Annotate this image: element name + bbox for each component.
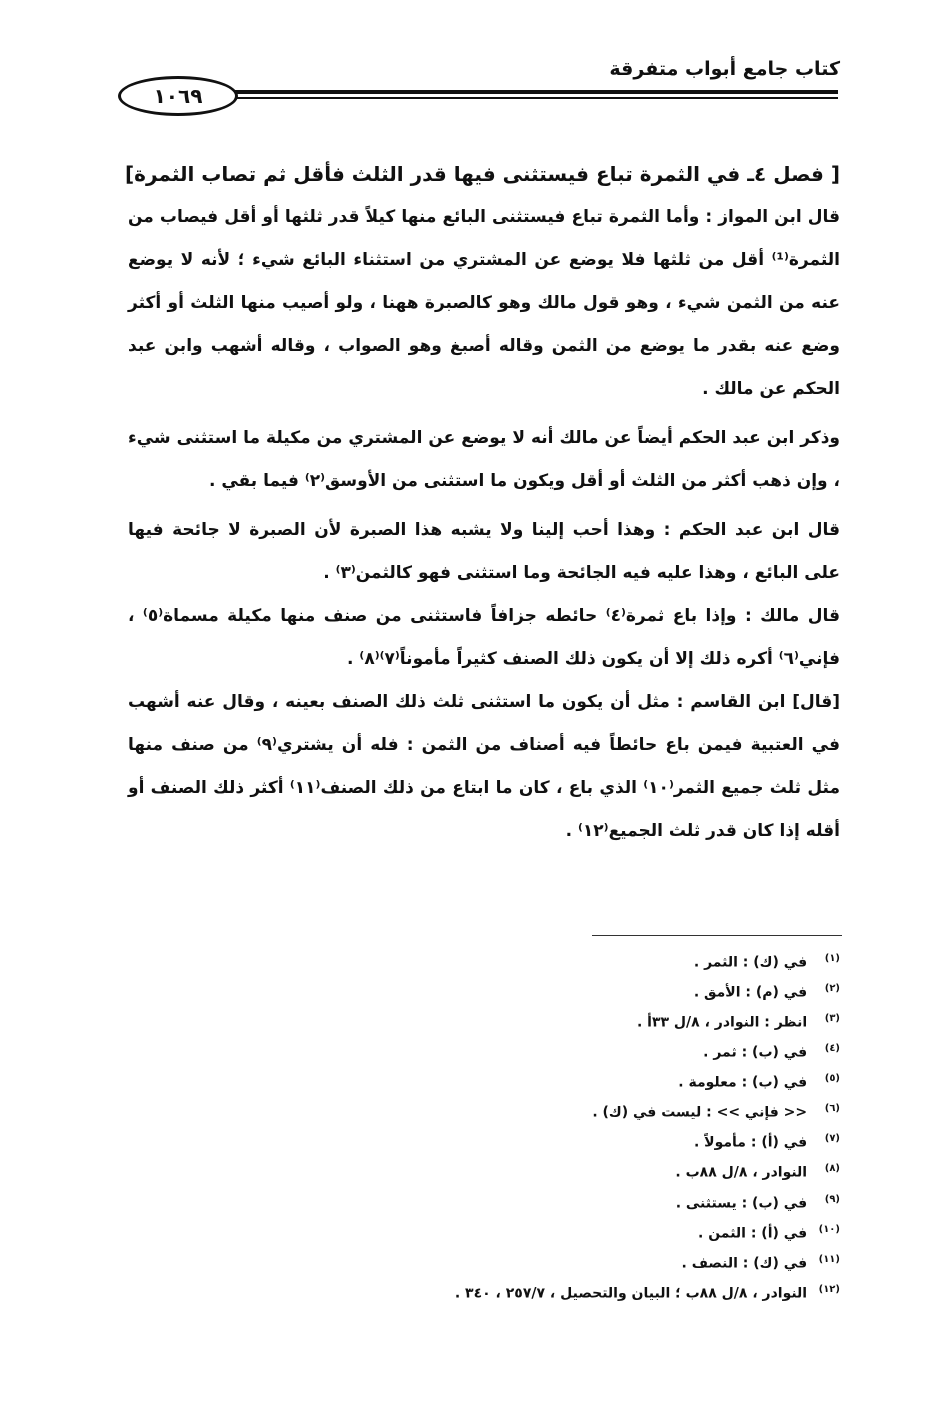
footnote-text: << فإني >> : ليست في (ك) . [592, 1104, 808, 1121]
footnote-number: (١) [824, 953, 840, 964]
page-number: ١٠٦٩ [153, 84, 203, 108]
footnote [280, 1036, 840, 1066]
page-number-oval [118, 76, 238, 116]
footnote-text: في (ب) : يستثنى . [675, 1195, 808, 1212]
footnote-number: (١٢) [818, 1283, 840, 1295]
paragraph: قال مالك : وإذا باع ثمرة⁽٤⁾ حائطه جزافاً فاستثنى من صنف منها مكيلة مسماة⁽٥⁾ ، فإني⁽٦⁾ أكره ذلك إلا أن يكون ذلك الصنف كثيراً مأموناً⁽٧⁾⁽٨⁾ . [128, 606, 841, 669]
footnote-number: (٣) [824, 1013, 840, 1025]
footnote [280, 1156, 840, 1186]
header-rule-thin [160, 97, 838, 99]
footnote-number: (٥) [824, 1073, 840, 1085]
footnote-text: في (أ) : الثمن . [698, 1225, 808, 1242]
footnote-text: في (ب) : ثمر . [703, 1044, 808, 1061]
section-heading: [ فصل ٤ـ في الثمرة تباع فيستثنى فيها قدر الثلث فأقل ثم تصاب الثمرة] [125, 162, 840, 186]
footnote-number: (١٠) [818, 1223, 840, 1235]
footnote [280, 1006, 840, 1036]
footnote-text: انظر : النوادر ، ٨/ل ٣٣أ . [636, 1014, 808, 1031]
footnote-text: في (ك) : النصف . [681, 1255, 808, 1272]
main-text [125, 152, 841, 853]
footnote-number: (٤) [824, 1043, 840, 1055]
footnote [280, 946, 840, 976]
paragraph: وذكر ابن عبد الحكم أيضاً عن مالك أنه لا يوضع عن المشتري من مكيلة ما استثنى شيء ، وإن ذهب أكثر من الثلث أو أقل ويكون ما استثنى من الأوسق⁽٢⁾ فيما بقي . [128, 428, 840, 491]
footnote-text: النوادر ، ٨/ل ٨٨ب ؛ البيان والتحصيل ، ٢٥٧/٧ ، ٣٤٠ . [454, 1285, 808, 1302]
footnote [280, 1066, 840, 1096]
footnote-text: في (ك) : الثمر . [693, 954, 808, 971]
footnote-text: النوادر ، ٨/ل ٨٨ب . [675, 1165, 808, 1182]
footnote-number: (١١) [818, 1253, 840, 1265]
paragraph: [قال] ابن القاسم : مثل أن يكون ما استثنى ثلث ذلك الصنف بعينه ، وقال عنه أشهب في العتبية فيمن باع حائطاً فيه أصناف من الثمن : فله أن يشتري⁽٩⁾ من صنف منها مثل ثلث جميع الثمر⁽١٠⁾ الذي باع ، كان ما ابتاع من ذلك الصنف⁽١١⁾ أكثر ذلك الصنف أو أقله إذا كان قدر ثلث الجميع⁽١٢⁾ . [128, 692, 840, 841]
footnote-number: (٢) [824, 983, 840, 995]
footnote [280, 1247, 840, 1277]
running-header-title: كتاب جامع أبواب متفرقة [609, 58, 840, 80]
footnote-text: في (أ) : مأمولاً . [693, 1135, 808, 1152]
footnote-text: في (ب) : معلومة . [678, 1074, 808, 1091]
paragraph: قال ابن عبد الحكم : وهذا أحب إلينا ولا يشبه هذا الصبرة لأن الصبرة لا جائحة فيها على البائع ، وهذا عليه فيه الجائحة وما استثنى فهو كالثمن⁽٣⁾ . [128, 520, 840, 583]
paragraph: قال ابن المواز : وأما الثمرة تباع فيستثنى البائع منها كيلاً قدر ثلثها أو أقل فيصاب من الثمرة⁽¹⁾ أقل من ثلثها فلا يوضع عن المشتري من استثناء البائع شيء ؛ لأنه لا يوضع عنه من الثمن شيء ، وهو قول مالك وهو كالصبرة ههنا ، ولو أصيب منها الثلث أو أكثر وضع عنه بقدر ما يوضع من الثمن وقاله أصبغ وهو الصواب ، وقاله أشهب وابن عبد الحكم عن مالك . [128, 207, 840, 399]
footnote-separator [592, 935, 842, 936]
footnotes-list [280, 946, 840, 1307]
footnote [280, 1126, 840, 1156]
footnote [280, 1187, 840, 1217]
footnote [280, 1277, 840, 1307]
header-rule [160, 90, 838, 94]
footnote-number: (٩) [824, 1193, 840, 1205]
footnote-number: (٦) [824, 1103, 840, 1115]
footnote-number: (٧) [824, 1133, 840, 1145]
footnote [280, 976, 840, 1006]
footnote-number: (٨) [824, 1163, 840, 1175]
footnote [280, 1217, 840, 1247]
footnote [280, 1096, 840, 1126]
footnote-text: في (م) : الأمق . [693, 984, 808, 1001]
